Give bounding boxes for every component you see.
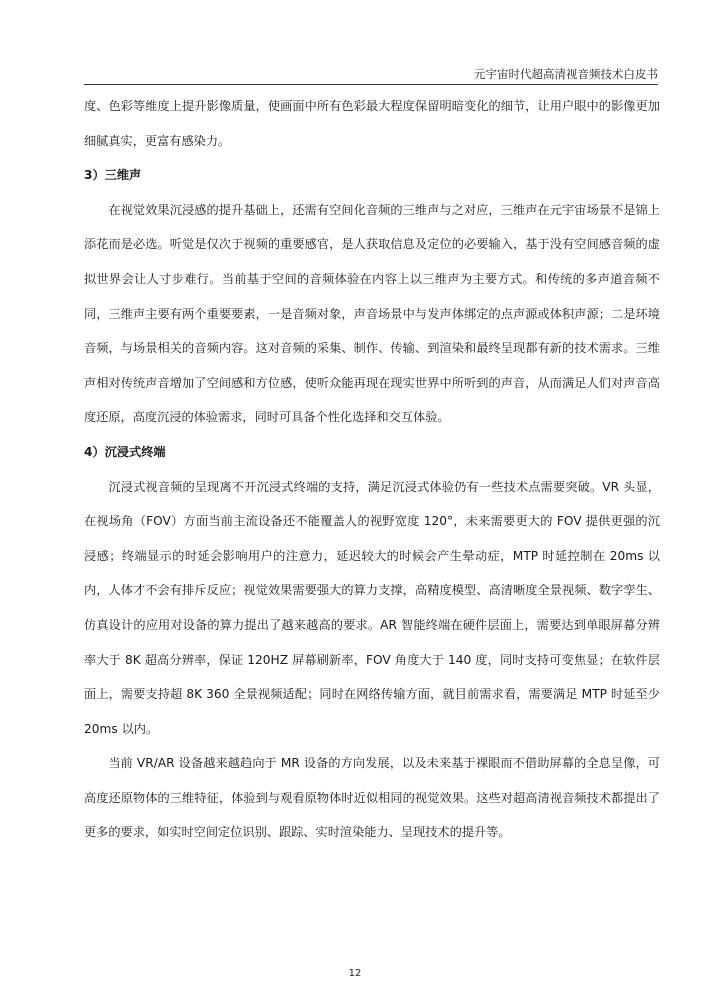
paragraph-immersive-terminal: 沉浸式视音频的呈现离不开沉浸式终端的支持，满足沉浸式体验仍有一些技术点需要突破。VR 头显，在视场角（FOV）方面当前主流设备还不能覆盖人的视野宽度 120°，未来需要更大的 FOV 提供更强的沉浸感；终端显示的时延会影响用户的注意力，延迟较大的时候会产生晕动症，MTP 时延控制在 20ms 以内，人体才不会有排斥反应；视觉效果需要强大的算力支撑，高精度模型、高清晰度全景视频、数字孪生、仿真设计的应用对设备的算力提出了越来越高的要求。AR 智能终端在硬件层面上，需要达到单眼屏幕分辨率大于 8K 超高分辨率，保证 120HZ 屏幕刷新率，FOV 角度大于 140 度，同时支持可变焦显；在软件层面上，需要支持超 8K 360 全景视频适配；同时在网络传输方面，就目前需求看，需要满足 MTP 时延至少 20ms 以内。	[84, 479, 660, 736]
paragraph-3d-audio: 在视觉效果沉浸感的提升基础上，还需有空间化音频的三维声与之对应，三维声在元宇宙场景不是锦上添花而是必选。听觉是仅次于视频的重要感官，是人获取信息及定位的必要输入，基于没有空间感音频的虚拟世界会让人寸步难行。当前基于空间的音频体验在内容上以三维声为主要方式。和传统的多声道音频不同，三维声主要有两个重要要素，一是音频对象，声音场景中与发声体绑定的点声源或体积声源；二是环境音频，与场景相关的音频内容。这对音频的采集、制作、传输、到渲染和最终呈现都有新的技术需求。三维声相对传统声音增加了空间感和方位感，使听众能再现在现实世界中所听到的声音，从而满足人们对声音高度还原，高度沉浸的体验需求，同时可具备个性化选择和交互体验。	[84, 202, 660, 425]
page-number: 12	[348, 968, 362, 979]
section-heading-3d-audio: 3）三维声	[84, 168, 142, 183]
paragraph-vr-ar-trend: 当前 VR/AR 设备越来越趋向于 MR 设备的方向发展，以及未来基于裸眼而不借助屏幕的全息呈像，可高度还原物体的三维特征，体验到与观看原物体时近似相同的视觉效果。这些对超高清视音频技术都提出了更多的要求，如实时空间定位识别、跟踪、实时渲染能力、呈现技术的提升等。	[84, 756, 660, 840]
section-heading-immersive-terminal: 4）沉浸式终端	[84, 444, 166, 459]
running-header-title: 元宇宙时代超高清视音频技术白皮书	[474, 67, 658, 81]
page-body	[84, 89, 660, 850]
paragraph-continued: 度、色彩等维度上提升影像质量，使画面中所有色彩最大程度保留明暗变化的细节，让用户眼中的影像更加细腻真实，更富有感染力。	[84, 99, 660, 148]
header-divider	[84, 84, 658, 85]
